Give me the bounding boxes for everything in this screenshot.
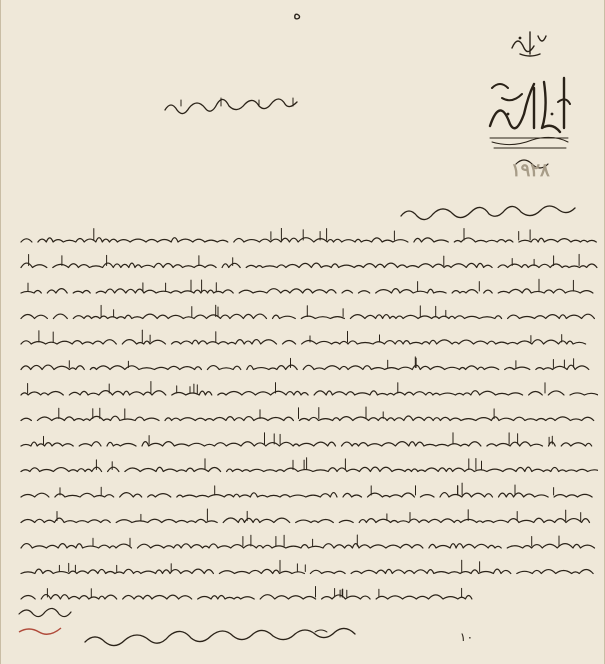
script-line	[21, 544, 598, 548]
script-line	[21, 467, 598, 471]
handwritten-body	[13, 228, 598, 628]
script-line	[21, 569, 593, 573]
script-line	[21, 595, 472, 599]
letterhead-emblem-icon	[472, 18, 582, 183]
addressee-line	[161, 92, 311, 120]
date-fragment: ١٠	[459, 630, 474, 644]
script-line	[21, 263, 597, 267]
script-line	[21, 289, 593, 293]
script-line	[21, 391, 598, 395]
script-line	[21, 518, 589, 523]
page-number: ە	[293, 4, 302, 23]
closing-line	[15, 624, 515, 656]
script-line	[21, 238, 596, 242]
script-line	[21, 365, 589, 369]
salutation-line	[397, 200, 587, 226]
script-line	[21, 493, 592, 497]
script-line	[21, 416, 598, 421]
script-line	[21, 340, 592, 344]
year-stamp: ١٩٢٨	[511, 160, 550, 181]
script-line	[21, 442, 592, 446]
